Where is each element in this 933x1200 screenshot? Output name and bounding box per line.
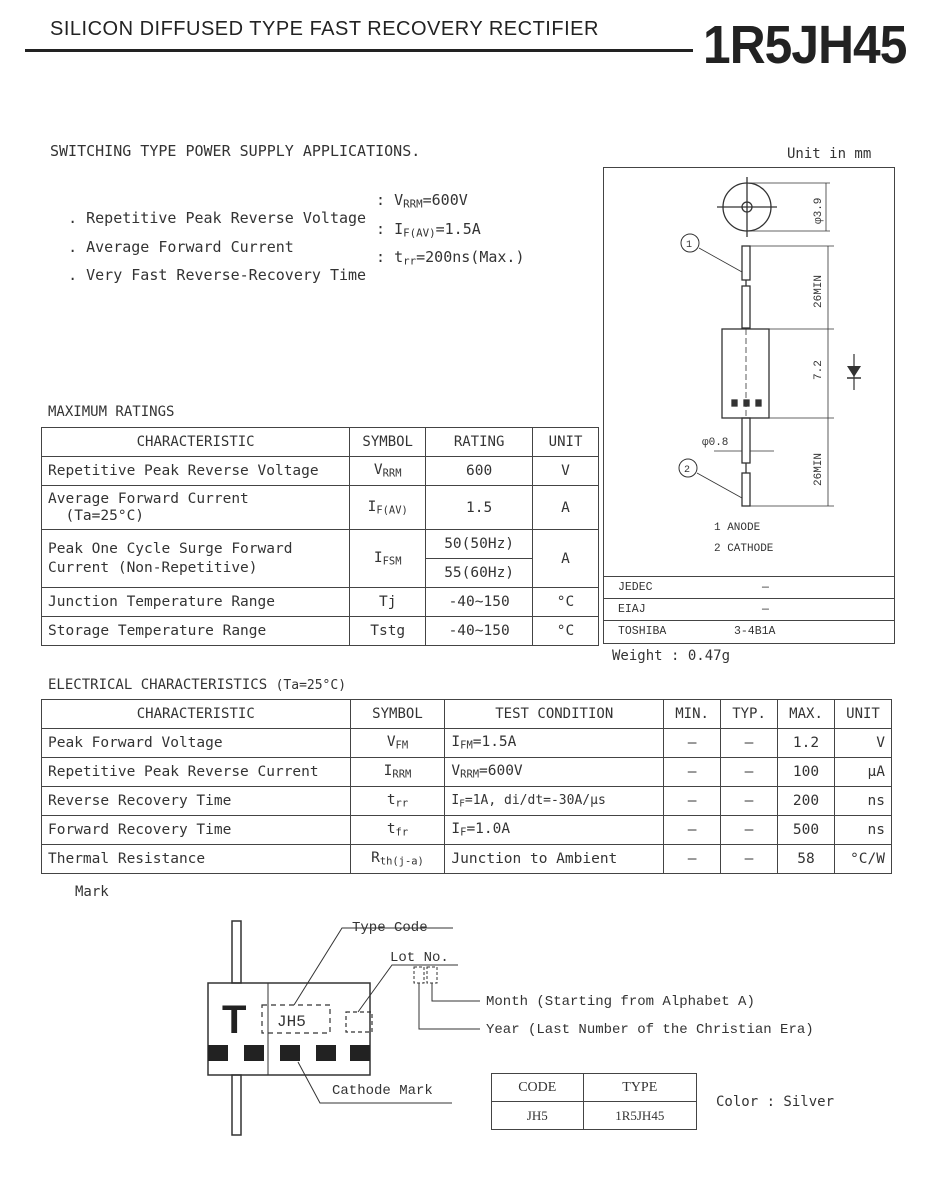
month-label: Month (Starting from Alphabet A) — [486, 994, 755, 1010]
col-header: TEST CONDITION — [445, 700, 664, 729]
feature-current-value: : $I_{F(AV)}=1.5A$ — [376, 220, 481, 240]
dim-diameter: φ3.9 — [813, 197, 825, 224]
cell-characteristic: Thermal Resistance — [42, 845, 351, 874]
table-row — [42, 457, 599, 486]
col-header: SYMBOL — [350, 428, 426, 457]
cell-rating: -40~150 — [426, 617, 533, 646]
cell-characteristic: Reverse Recovery Time — [42, 787, 351, 816]
mark-code-text: JH5 — [277, 1013, 306, 1031]
cathode-band-block — [350, 1045, 370, 1061]
cell-typ: — — [721, 758, 778, 787]
cell-symbol: $R_{th(j-a)}$ — [350, 845, 445, 874]
col-header: UNIT — [533, 428, 599, 457]
cell-min: — — [664, 787, 721, 816]
application-text: SWITCHING TYPE POWER SUPPLY APPLICATIONS. — [50, 142, 421, 160]
cell-min: — — [664, 816, 721, 845]
col-header: MAX. — [778, 700, 835, 729]
cell-unit: A — [533, 486, 599, 530]
cell-unit: μA — [835, 758, 892, 787]
cell-condition: $I_F=1.0A$ — [445, 816, 664, 845]
cell-characteristic: Average Forward Current (Ta=25°C) — [42, 486, 350, 530]
cell-symbol: $I_{RRM}$ — [350, 758, 445, 787]
cell-rating: 600 — [426, 457, 533, 486]
table-header-row — [492, 1074, 697, 1102]
cell-unit: ns — [835, 816, 892, 845]
col-header: SYMBOL — [350, 700, 445, 729]
cell-symbol: $V_{FM}$ — [350, 729, 445, 758]
band-dot — [732, 400, 737, 406]
part-number: 1R5JH45 — [703, 15, 907, 75]
cell-symbol: $t_{rr}$ — [350, 787, 445, 816]
cell-rating: -40~150 — [426, 588, 533, 617]
table-row — [42, 845, 892, 874]
cell-unit: ns — [835, 787, 892, 816]
package-drawing — [604, 168, 894, 573]
dim-body: 7.2 — [813, 360, 825, 380]
pin-1-label: 1 ANODE — [714, 522, 761, 534]
cathode-band-block — [244, 1045, 264, 1061]
upper-lead — [742, 246, 750, 280]
feature-trr-value: : $t_{rr}=200ns(Max.)$ — [376, 248, 525, 268]
cell-unit: V — [835, 729, 892, 758]
cell-condition: $I_{FM}=1.5A$ — [445, 729, 664, 758]
type-code-label: Type Code — [352, 920, 428, 936]
col-header: CHARACTERISTIC — [42, 428, 350, 457]
cell-min: — — [664, 845, 721, 874]
table-row — [42, 588, 599, 617]
lower-lead — [742, 418, 750, 463]
cell-typ: — — [721, 787, 778, 816]
dim-lead2: 26MIN — [813, 452, 825, 486]
cell-condition: Junction to Ambient — [445, 845, 664, 874]
cell-typ: — — [721, 729, 778, 758]
cell-max: 1.2 — [778, 729, 835, 758]
cell-max: 100 — [778, 758, 835, 787]
dim-lead1: 26MIN — [813, 274, 825, 308]
cell-characteristic: Forward Recovery Time — [42, 816, 351, 845]
table-row — [42, 758, 892, 787]
cell-condition: $I_F=1A$, di/dt=-30A/μs — [445, 787, 664, 816]
col-header: RATING — [426, 428, 533, 457]
cell-unit: °C — [533, 588, 599, 617]
cell-characteristic: Storage Temperature Range — [42, 617, 350, 646]
cell-max: 500 — [778, 816, 835, 845]
color-label: Color : Silver — [716, 1094, 835, 1110]
cell-rating: 50(50Hz) — [426, 530, 533, 559]
callout-1: 1 — [686, 240, 693, 251]
cathode-band-block — [208, 1045, 228, 1061]
cell-typ: — — [721, 816, 778, 845]
cathode-band-block — [316, 1045, 336, 1061]
document-title: SILICON DIFFUSED TYPE FAST RECOVERY RECTIFIER — [50, 18, 599, 40]
elec-table — [41, 699, 892, 874]
leader-year — [419, 983, 480, 1029]
lot-no-label: Lot No. — [390, 950, 449, 966]
cell-typ: — — [721, 845, 778, 874]
cell-symbol: $I_{F(AV)}$ — [350, 486, 426, 530]
col-header: UNIT — [835, 700, 892, 729]
mark-big-t: T — [222, 998, 247, 1042]
cell-symbol: $I_{FSM}$ — [350, 530, 426, 588]
cell-characteristic: Repetitive Peak Reverse Current — [42, 758, 351, 787]
leader-month — [432, 983, 480, 1001]
mark-title: Mark — [75, 884, 109, 900]
table-header-row — [42, 428, 599, 457]
cathode-band-block — [280, 1045, 300, 1061]
header-rule — [25, 49, 693, 52]
table-row — [42, 486, 599, 530]
table-row — [42, 617, 599, 646]
col-header: TYPE — [583, 1074, 696, 1102]
package-outline-box — [603, 167, 895, 644]
cell-unit: °C — [533, 617, 599, 646]
weight-text: Weight : 0.47g — [612, 648, 731, 664]
mark-lead-bottom — [232, 1075, 241, 1135]
feature-current: . Average Forward Current — [68, 238, 294, 256]
cell-code: JH5 — [492, 1102, 584, 1130]
cell-rating: 1.5 — [426, 486, 533, 530]
pin-2-label: 2 CATHODE — [714, 543, 774, 555]
cell-characteristic: Repetitive Peak Reverse Voltage — [42, 457, 350, 486]
feature-trr: . Very Fast Reverse-Recovery Time — [68, 266, 367, 284]
cell-min: — — [664, 758, 721, 787]
cell-symbol: Tstg — [350, 617, 426, 646]
col-header: MIN. — [664, 700, 721, 729]
table-row — [42, 729, 892, 758]
band-dot — [744, 400, 749, 406]
diode-symbol-triangle — [847, 366, 861, 377]
cell-min: — — [664, 729, 721, 758]
cell-characteristic: Peak Forward Voltage — [42, 729, 351, 758]
cell-symbol: $t_{fr}$ — [350, 816, 445, 845]
dim-lead-dia: φ0.8 — [702, 437, 729, 449]
cell-unit: V — [533, 457, 599, 486]
table-row — [492, 1102, 697, 1130]
elec-title: ELECTRICAL CHARACTERISTICS (Ta=25°C) — [48, 677, 347, 693]
lot-box — [346, 1012, 372, 1032]
code-type-table — [491, 1073, 697, 1130]
lower-lead-lower — [742, 473, 750, 506]
cell-symbol: Tj — [350, 588, 426, 617]
std-row: EIAJ — — [604, 598, 894, 621]
col-header: TYP. — [721, 700, 778, 729]
max-ratings-table — [41, 427, 599, 646]
cell-rating: 55(60Hz) — [426, 559, 533, 588]
unit-note: Unit in mm — [787, 146, 872, 162]
std-row: TOSHIBA 3-4B1A — [604, 620, 894, 643]
col-header: CODE — [492, 1074, 584, 1102]
cell-characteristic: Junction Temperature Range — [42, 588, 350, 617]
cell-max: 200 — [778, 787, 835, 816]
table-row — [42, 787, 892, 816]
cell-symbol: $V_{RRM}$ — [350, 457, 426, 486]
table-row — [42, 530, 599, 559]
cell-unit: A — [533, 530, 599, 588]
feature-voltage: . Repetitive Peak Reverse Voltage — [68, 209, 367, 227]
cell-type: 1R5JH45 — [583, 1102, 696, 1130]
upper-lead-lower — [742, 286, 750, 328]
cell-characteristic: Peak One Cycle Surge Forward Current (Non-Repetitive) — [42, 530, 350, 588]
band-dot — [756, 400, 761, 406]
cathode-mark-label: Cathode Mark — [332, 1083, 433, 1099]
cell-condition: $V_{RRM}=600V$ — [445, 758, 664, 787]
table-row — [42, 816, 892, 845]
cell-max: 58 — [778, 845, 835, 874]
max-ratings-title: MAXIMUM RATINGS — [48, 404, 175, 420]
std-row: JEDEC — — [604, 576, 894, 599]
cell-unit: °C/W — [835, 845, 892, 874]
year-label: Year (Last Number of the Christian Era) — [486, 1022, 814, 1038]
leader-lot — [358, 965, 458, 1012]
col-header: CHARACTERISTIC — [42, 700, 351, 729]
callout-2: 2 — [684, 465, 691, 476]
mark-lead-top — [232, 921, 241, 983]
feature-voltage-value: : $V_{RRM}=600V$ — [376, 191, 468, 211]
table-header-row — [42, 700, 892, 729]
